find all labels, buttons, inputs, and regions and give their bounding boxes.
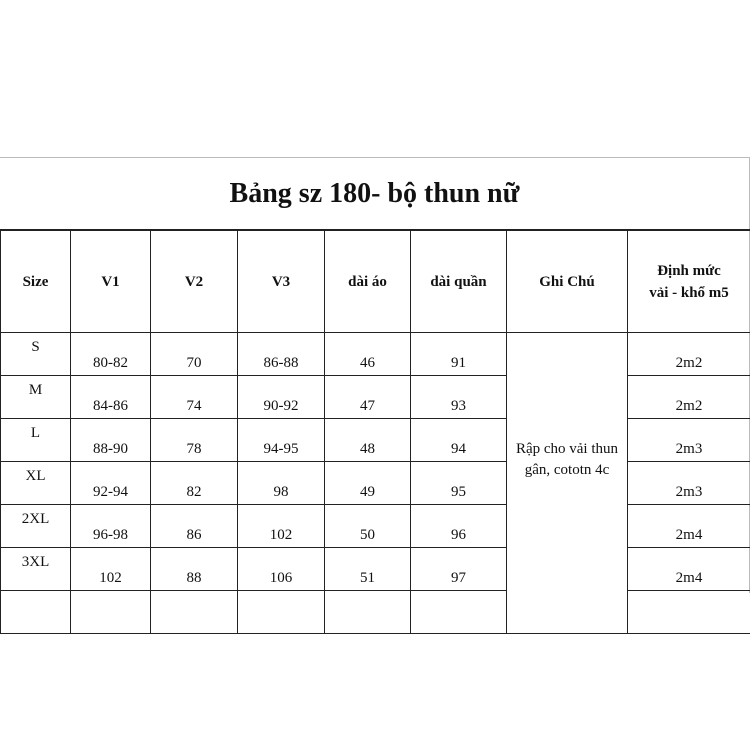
table-row [1, 419, 750, 462]
v1-cell: 88-90 [71, 419, 151, 462]
table-row [1, 333, 750, 376]
dinh-muc-cell: 2m2 [628, 333, 750, 376]
dai-ao-cell: 49 [325, 462, 411, 505]
header-v2: V2 [151, 230, 238, 333]
note-line: gân, cototn 4c [524, 462, 610, 478]
dinh-muc-cell: 2m3 [628, 419, 750, 462]
dai-quan-cell [411, 591, 507, 634]
header-v1: V1 [71, 230, 151, 333]
size-chart [0, 157, 750, 593]
size-cell: L [1, 419, 71, 462]
header-dai-quan: dài quần [411, 230, 507, 333]
v3-cell: 94-95 [238, 419, 325, 462]
v1-cell: 102 [71, 548, 151, 591]
v1-cell [71, 591, 151, 634]
v2-cell [151, 591, 238, 634]
header-row [1, 230, 750, 333]
table-row [1, 591, 750, 634]
v2-cell: 70 [151, 333, 238, 376]
header-dinh-muc-line2: vải - khổ m5 [649, 284, 729, 301]
table-row [1, 548, 750, 591]
v3-cell: 106 [238, 548, 325, 591]
table-row [1, 376, 750, 419]
table-row [1, 462, 750, 505]
v3-cell: 102 [238, 505, 325, 548]
note-line: Rập cho vải thun [515, 441, 619, 457]
size-cell [1, 591, 71, 634]
dai-ao-cell [325, 591, 411, 634]
dinh-muc-cell: 2m4 [628, 505, 750, 548]
dai-quan-cell: 96 [411, 505, 507, 548]
v3-cell: 86-88 [238, 333, 325, 376]
dai-quan-cell: 95 [411, 462, 507, 505]
dai-quan-cell: 93 [411, 376, 507, 419]
size-table [0, 229, 750, 634]
chart-title: Bảng sz 180- bộ thun nữ [229, 177, 520, 209]
dai-ao-cell: 47 [325, 376, 411, 419]
dai-ao-cell: 48 [325, 419, 411, 462]
header-size: Size [1, 230, 71, 333]
note-cell [507, 333, 628, 634]
v1-cell: 96-98 [71, 505, 151, 548]
v1-cell: 92-94 [71, 462, 151, 505]
v2-cell: 82 [151, 462, 238, 505]
dai-quan-cell: 91 [411, 333, 507, 376]
dai-ao-cell: 46 [325, 333, 411, 376]
dai-quan-cell: 94 [411, 419, 507, 462]
dai-quan-cell: 97 [411, 548, 507, 591]
v3-cell: 98 [238, 462, 325, 505]
dai-ao-cell: 51 [325, 548, 411, 591]
dinh-muc-cell: 2m2 [628, 376, 750, 419]
v2-cell: 74 [151, 376, 238, 419]
dai-ao-cell: 50 [325, 505, 411, 548]
dinh-muc-cell: 2m3 [628, 462, 750, 505]
header-dinh-muc-line1: Định mức [657, 262, 721, 279]
header-dai-ao: dài áo [325, 230, 411, 333]
size-cell: 3XL [1, 548, 71, 591]
v3-cell [238, 591, 325, 634]
size-cell: 2XL [1, 505, 71, 548]
size-cell: M [1, 376, 71, 419]
v1-cell: 84-86 [71, 376, 151, 419]
v2-cell: 88 [151, 548, 238, 591]
v2-cell: 86 [151, 505, 238, 548]
size-cell: XL [1, 462, 71, 505]
dinh-muc-cell: 2m4 [628, 548, 750, 591]
v2-cell: 78 [151, 419, 238, 462]
header-v3: V3 [238, 230, 325, 333]
table-row [1, 505, 750, 548]
header-ghi-chu: Ghi Chú [507, 230, 628, 333]
v1-cell: 80-82 [71, 333, 151, 376]
header-dinh-muc [628, 230, 750, 333]
dinh-muc-cell [628, 591, 750, 634]
size-cell: S [1, 333, 71, 376]
v3-cell: 90-92 [238, 376, 325, 419]
